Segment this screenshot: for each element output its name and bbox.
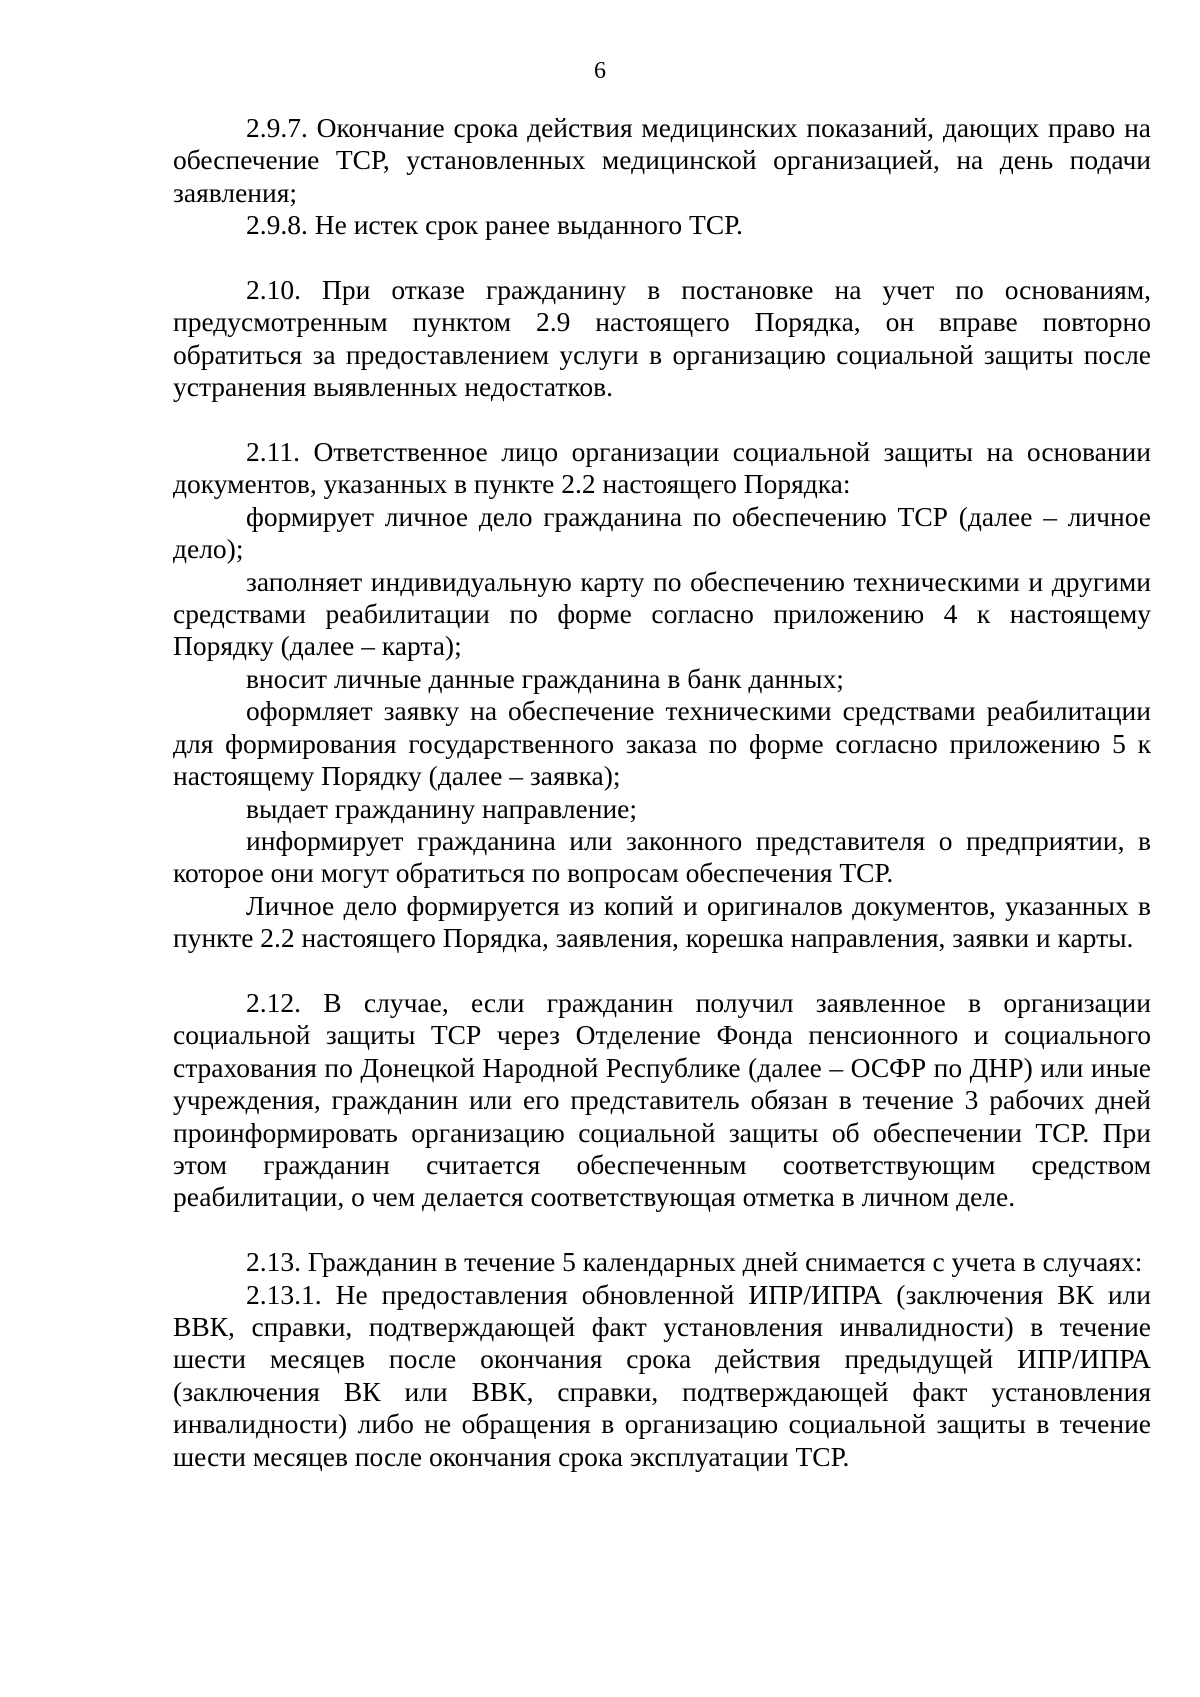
paragraph-2-11: 2.11. Ответственное лицо организации социальной защиты на основании документов, указанных в пункте 2.2 настоящего Порядка: [173, 436, 1151, 500]
paragraph-spacer [173, 1214, 1151, 1246]
paragraph-personal-file-contents: Личное дело формируется из копий и оригиналов документов, указанных в пункте 2.2 настоящего Порядка, заявления, корешка направления, заявки и карты. [173, 889, 1151, 954]
paragraph-spacer [173, 955, 1151, 987]
list-item-personal-file: формирует личное дело гражданина по обеспечению ТСР (далее – личное дело); [173, 500, 1151, 565]
page-number: 6 [594, 58, 606, 84]
paragraph-spacer [173, 242, 1151, 274]
paragraph-2-12: 2.12. В случае, если гражданин получил заявленное в организации социальной защиты ТСР через Отделение Фонда пенсионного и социального страхования по Донецкой Народной Республике (далее – ОСФР по ДНР) или иные учреждения, гражданин или его представитель обязан в течение 3 рабочих дней проинформировать организацию социальной защиты об обеспечении ТСР. При этом гражданин считается обеспеченным соответствующим средством реабилитации, о чем делается соответствующая отметка в личном деле. [173, 986, 1151, 1213]
list-item-data-bank: вносит личные данные гражданина в банк данных; [246, 662, 844, 694]
paragraph-2-9-8: 2.9.8. Не истек срок ранее выданного ТСР. [246, 209, 743, 241]
document-body [173, 112, 1151, 1473]
paragraph-2-10: 2.10. При отказе гражданину в постановке на учет по основаниям, предусмотренным пунктом 2.9 настоящего Порядка, он вправе повторно обратиться за предоставлением услуги в организацию социальной защиты после устранения выявленных недостатков. [173, 274, 1151, 403]
paragraph-2-13-1: 2.13.1. Не предоставления обновленной ИПР/ИПРА (заключения ВК или ВВК, справки, подтверждающей факт установления инвалидности) в течение шести месяцев после окончания срока действия предыдущей ИПР/ИПРА (заключения ВК или ВВК, справки, подтверждающей факт установления инвалидности) либо не обращения в организацию социальной защиты в течение шести месяцев после окончания срока эксплуатации ТСР. [173, 1278, 1151, 1472]
paragraph-spacer [173, 404, 1151, 436]
list-item-inform: информирует гражданина или законного представителя о предприятии, в которое они могут обратиться по вопросам обеспечения ТСР. [173, 824, 1151, 889]
list-item-application: оформляет заявку на обеспечение техническими средствами реабилитации для формирования государственного заказа по форме согласно приложению 5 к настоящему Порядку (далее – заявка); [173, 695, 1151, 792]
list-item-referral: выдает гражданину направление; [246, 792, 638, 824]
paragraph-2-9-7: 2.9.7. Окончание срока действия медицинских показаний, дающих право на обеспечение ТСР, установленных медицинской организацией, на день подачи заявления; [173, 112, 1151, 208]
list-item-individual-card: заполняет индивидуальную карту по обеспечению техническими и другими средствами реабилитации по форме согласно приложению 4 к настоящему Порядку (далее – карта); [173, 565, 1151, 662]
paragraph-2-13: 2.13. Гражданин в течение 5 календарных дней снимается с учета в случаях: [246, 1246, 1143, 1278]
